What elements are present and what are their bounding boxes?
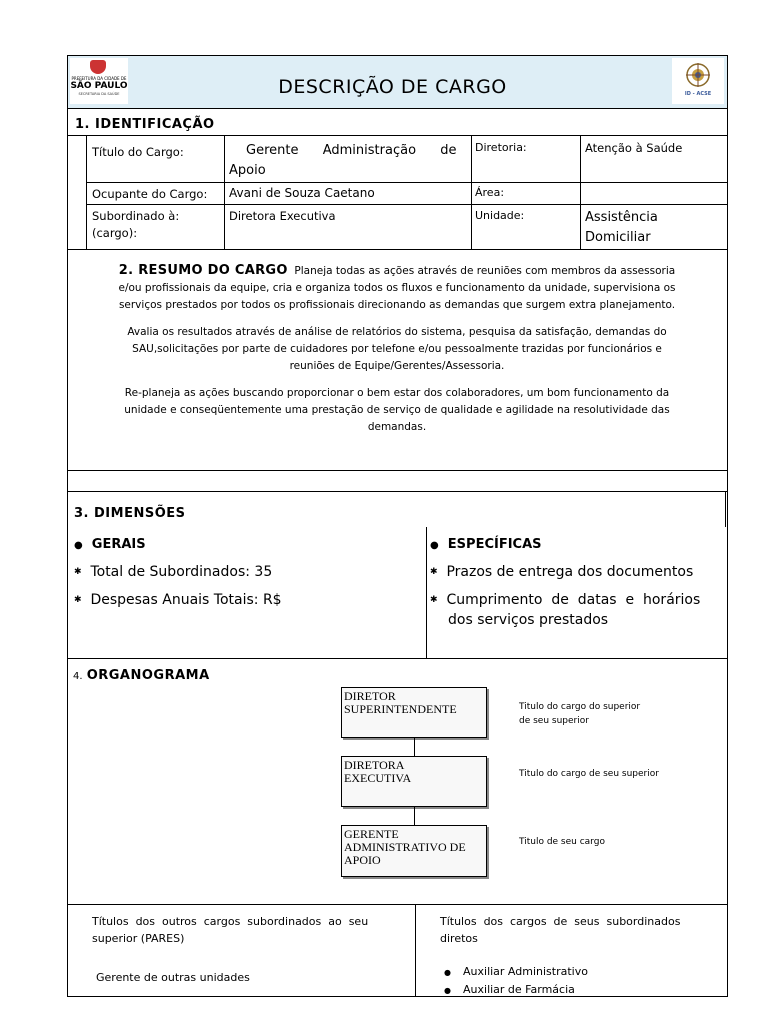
pares-title bbox=[92, 913, 392, 947]
resumo-p1-line2: e/ou profissionais da equipe, cria e organiza todos os fluxos e funcionamento da unidade, supervisiona os bbox=[118, 282, 676, 294]
org-note3: Titulo de seu cargo bbox=[519, 837, 605, 847]
gerais-item2-text: Despesas Anuais Totais: R$ bbox=[90, 592, 282, 608]
divider bbox=[68, 108, 727, 109]
unidade-value-line1: Assistência bbox=[585, 210, 658, 225]
divider bbox=[580, 135, 581, 249]
logo-sub-text: SECRETARIA DA SAÚDE bbox=[78, 92, 120, 96]
esp-item2 bbox=[430, 592, 700, 608]
especificas-heading bbox=[430, 537, 542, 552]
asterisk-icon: ✱ bbox=[430, 595, 438, 605]
ocupante-label: Ocupante do Cargo: bbox=[92, 187, 208, 201]
divider bbox=[224, 135, 225, 249]
org-box3-line1: GERENTE bbox=[344, 827, 399, 841]
pares-title-line2: superior (PARES) bbox=[92, 932, 185, 945]
org-box2-line1: DIRETORA bbox=[344, 758, 405, 772]
bullet-icon: ● bbox=[430, 540, 439, 551]
org-box2-line2: EXECUTIVA bbox=[344, 771, 412, 785]
resumo-p2-line3: reuniões de Equipe/Gerentes/Assessoria. bbox=[289, 360, 505, 372]
esp-item2-line1: Cumprimento de datas e horários bbox=[446, 592, 701, 608]
divider bbox=[426, 527, 427, 658]
resumo-block bbox=[76, 262, 718, 436]
unidade-value-line2: Domiciliar bbox=[585, 230, 651, 245]
section4-heading-num: 4. bbox=[73, 671, 83, 682]
divider bbox=[68, 904, 727, 905]
list-item-text: Auxiliar de Farmácia bbox=[463, 983, 575, 996]
gerais-heading-text: GERAIS bbox=[91, 537, 146, 552]
divider bbox=[68, 658, 727, 659]
asterisk-icon: ✱ bbox=[74, 567, 82, 577]
acse-logo bbox=[672, 58, 724, 104]
logo-top-text: PREFEITURA DA CIDADE DE bbox=[71, 76, 127, 81]
asterisk-icon: ✱ bbox=[74, 595, 82, 605]
org-box1-line1: DIRETOR bbox=[344, 689, 396, 703]
list-item-text: Auxiliar Administrativo bbox=[463, 965, 588, 978]
subordinados-title-line1: Títulos dos cargos de seus subordinados bbox=[440, 915, 681, 928]
org-note1-line2: de seu superior bbox=[519, 716, 589, 726]
section4-heading-text: ORGANOGRAMA bbox=[86, 668, 210, 683]
area-label: Área: bbox=[475, 186, 505, 199]
resumo-p3-line2: unidade e conseqüentemente uma prestação de serviço de qualidade e agilidade na resolutividade das bbox=[124, 404, 670, 416]
divider bbox=[68, 135, 727, 136]
section2-heading: 2. RESUMO DO CARGO bbox=[118, 263, 288, 278]
page-title: DESCRIÇÃO DE CARGO bbox=[278, 76, 507, 98]
titulo-value-line2: Apoio bbox=[229, 163, 266, 178]
resumo-p2-line1: Avalia os resultados através de análise de relatórios do sistema, pesquisa da satisfação, demandas do bbox=[127, 326, 667, 338]
org-box-superintendente bbox=[341, 687, 487, 738]
divider bbox=[415, 904, 416, 996]
divider bbox=[68, 470, 727, 471]
acse-emblem-icon bbox=[672, 58, 724, 104]
divider bbox=[68, 491, 727, 492]
subordinado-value: Diretora Executiva bbox=[229, 209, 336, 223]
org-note1-line1: Titulo do cargo do superior bbox=[519, 702, 641, 712]
org-note1 bbox=[519, 700, 640, 728]
especificas-heading-text: ESPECÍFICAS bbox=[447, 537, 542, 552]
list-item bbox=[444, 981, 588, 999]
diretoria-label: Diretoria: bbox=[475, 141, 527, 154]
divider bbox=[86, 204, 727, 205]
esp-item1-text: Prazos de entrega dos documentos bbox=[446, 564, 694, 580]
subordinados-list bbox=[444, 963, 588, 999]
resumo-p3-line3: demandas. bbox=[367, 421, 427, 433]
divider bbox=[86, 135, 87, 249]
subordinado-label-line2: (cargo): bbox=[92, 226, 138, 240]
bullet-icon: ● bbox=[74, 540, 83, 551]
org-connector bbox=[414, 807, 415, 825]
titulo-value-line1: Gerente Administração de bbox=[246, 143, 457, 158]
org-box3-line3: APOIO bbox=[344, 853, 381, 867]
org-box-diretora bbox=[341, 756, 487, 807]
resumo-p1-line1 bbox=[76, 262, 718, 280]
org-box3-line2: ADMINISTRATIVO DE bbox=[344, 840, 466, 854]
section3-heading: 3. DIMENSÕES bbox=[74, 506, 186, 521]
org-box1-line2: SUPERINTENDENTE bbox=[344, 702, 457, 716]
diretoria-value: Atenção à Saúde bbox=[585, 141, 683, 155]
gerais-item1 bbox=[74, 564, 272, 580]
divider bbox=[471, 135, 472, 249]
resumo-p1-line3: serviços prestados por todos os profissionais direcionando as demandas que surgem extra planejamento. bbox=[118, 299, 676, 311]
divider bbox=[68, 249, 727, 250]
divider bbox=[86, 182, 727, 183]
sao-paulo-logo bbox=[70, 58, 128, 104]
gerais-item1-text: Total de Subordinados: 35 bbox=[90, 564, 273, 580]
gerais-heading bbox=[74, 537, 146, 552]
acse-logo-label: ID - ACSE bbox=[684, 91, 712, 97]
logo-main-text: SÃO PAULO bbox=[70, 81, 128, 91]
unidade-label: Unidade: bbox=[475, 209, 525, 222]
titulo-label: Título do Cargo: bbox=[92, 145, 184, 159]
pares-title-line1: Títulos dos outros cargos subordinados ao seu bbox=[92, 915, 369, 928]
subordinado-label-line1: Subordinado à: bbox=[92, 209, 180, 223]
list-item bbox=[444, 963, 588, 981]
subordinados-title-line2: diretos bbox=[440, 932, 478, 945]
asterisk-icon: ✱ bbox=[430, 567, 438, 577]
org-note2: Titulo do cargo de seu superior bbox=[519, 769, 659, 779]
pares-value: Gerente de outras unidades bbox=[96, 971, 250, 984]
esp-item1 bbox=[430, 564, 693, 580]
subordinados-title bbox=[440, 913, 725, 947]
divider bbox=[725, 491, 726, 527]
resumo-p2-line2: SAU,solicitações por parte de cuidadores por telefone e/ou pessoalmente trazidas por funcionários e bbox=[132, 343, 662, 355]
esp-item2-line2: dos serviços prestados bbox=[448, 612, 609, 628]
section4-heading bbox=[73, 668, 210, 683]
gerais-item2 bbox=[74, 592, 282, 608]
resumo-p3-line1: Re-planeja as ações buscando proporcionar o bem estar dos colaboradores, um bom funcionamento da bbox=[124, 387, 670, 399]
resumo-p1-lead: Planeja todas as ações através de reuniões com membros da assessoria bbox=[294, 265, 676, 277]
bullet-icon: ● bbox=[444, 986, 451, 995]
org-connector bbox=[414, 738, 415, 756]
ocupante-value: Avani de Souza Caetano bbox=[229, 186, 375, 200]
brasao-icon bbox=[90, 60, 106, 74]
org-box-gerente bbox=[341, 825, 487, 877]
section1-heading: 1. IDENTIFICAÇÃO bbox=[75, 117, 215, 132]
bullet-icon: ● bbox=[444, 968, 451, 977]
